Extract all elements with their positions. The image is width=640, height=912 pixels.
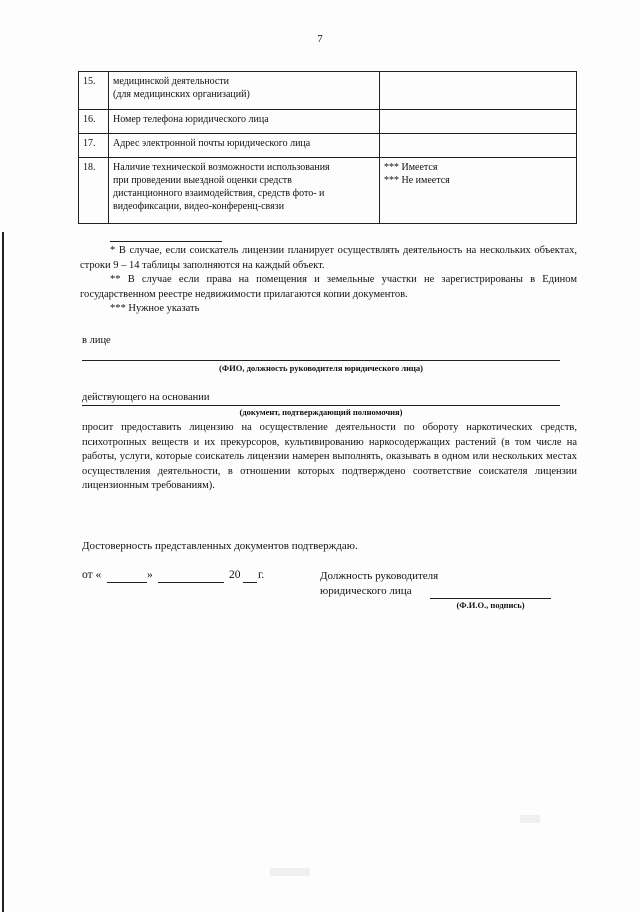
row-line: видеофиксации, видео-конференц-связи	[113, 201, 285, 212]
date-quote-close: »	[147, 569, 153, 581]
row-line: медицинской деятельности	[113, 76, 230, 87]
fio-field[interactable]	[82, 360, 560, 361]
row-description	[109, 110, 380, 134]
scan-edge-bar	[2, 232, 4, 912]
table-row	[79, 134, 577, 158]
option-available[interactable]: *** Имеется	[384, 162, 438, 173]
basis-caption: (документ, подтверждающий полномочия)	[239, 407, 403, 417]
scan-smudge	[520, 815, 540, 823]
position-line-1: Должность руководителя	[320, 570, 439, 582]
row-number: 16.	[79, 110, 109, 134]
basis-field[interactable]	[82, 405, 560, 406]
date-from: от «	[82, 569, 102, 581]
row-number: 18.	[79, 158, 109, 224]
footnote-2: ** В случае если права на помещения и земельные участки не зарегистрированы в Едином государственном реестре недвижимости прилагаются копии документов.	[80, 274, 577, 300]
date-year-prefix: 20	[229, 569, 241, 581]
row-line: Номер телефона юридического лица	[113, 114, 269, 125]
row-line: дистанционного взаимодействия, средств фото- и	[113, 188, 325, 199]
footnote-rule	[110, 241, 222, 242]
signature-field[interactable]	[430, 598, 551, 599]
footnote-1: * В случае, если соискатель лицензии планирует осуществлять деятельность на нескольких объектах, строки 9 – 14 таблицы заполняются на каждый объект.	[80, 245, 577, 271]
row-line: при проведении выездной оценки средств	[113, 175, 292, 186]
signature-caption: (Ф.И.О., подпись)	[456, 600, 525, 610]
row-value-field[interactable]	[380, 158, 577, 224]
row-value-field[interactable]	[380, 134, 577, 158]
scan-smudge	[270, 868, 310, 876]
row-number: 15.	[79, 72, 109, 110]
position-line-2: юридического лица	[320, 585, 412, 597]
row-description	[109, 134, 380, 158]
application-table	[78, 71, 577, 224]
date-day-field[interactable]	[107, 582, 147, 583]
date-year-field[interactable]	[243, 582, 257, 583]
basis-label: действующего на основании	[82, 392, 210, 403]
fio-caption: (ФИО, должность руководителя юридического лица)	[218, 363, 424, 373]
table-row	[79, 158, 577, 224]
row-line: (для медицинских организаций)	[113, 89, 250, 100]
row-description	[109, 158, 380, 224]
table-row	[79, 72, 577, 110]
date-year-suffix: г.	[258, 569, 265, 581]
row-number: 17.	[79, 134, 109, 158]
row-description	[109, 72, 380, 110]
date-month-field[interactable]	[158, 582, 224, 583]
row-line: Наличие технической возможности использования	[113, 162, 330, 173]
row-line: Адрес электронной почты юридического лица	[113, 138, 311, 149]
footnote-3: *** Нужное указать	[110, 303, 200, 314]
request-text: просит предоставить лицензию на осуществление деятельности по обороту наркотических средств, психотропных веществ и их прекурсоров, культивированию наркосодержащих растений (в том числе на работы, услуги, которые соискатель лицензии намерен выполнять, оказывать в одном или нескольких местах осуществления деятельности, в отношении которых подтверждено соответствие соискателя лицензии лицензионным требованиям).	[82, 422, 577, 491]
page-number: 7	[317, 33, 323, 45]
confirm-text: Достоверность представленных документов подтверждаю.	[82, 540, 358, 552]
row-value-field[interactable]	[380, 110, 577, 134]
row-value-field[interactable]	[380, 72, 577, 110]
in-person-label: в лице	[82, 335, 111, 346]
table-row	[79, 110, 577, 134]
option-not-available[interactable]: *** Не имеется	[384, 175, 450, 186]
